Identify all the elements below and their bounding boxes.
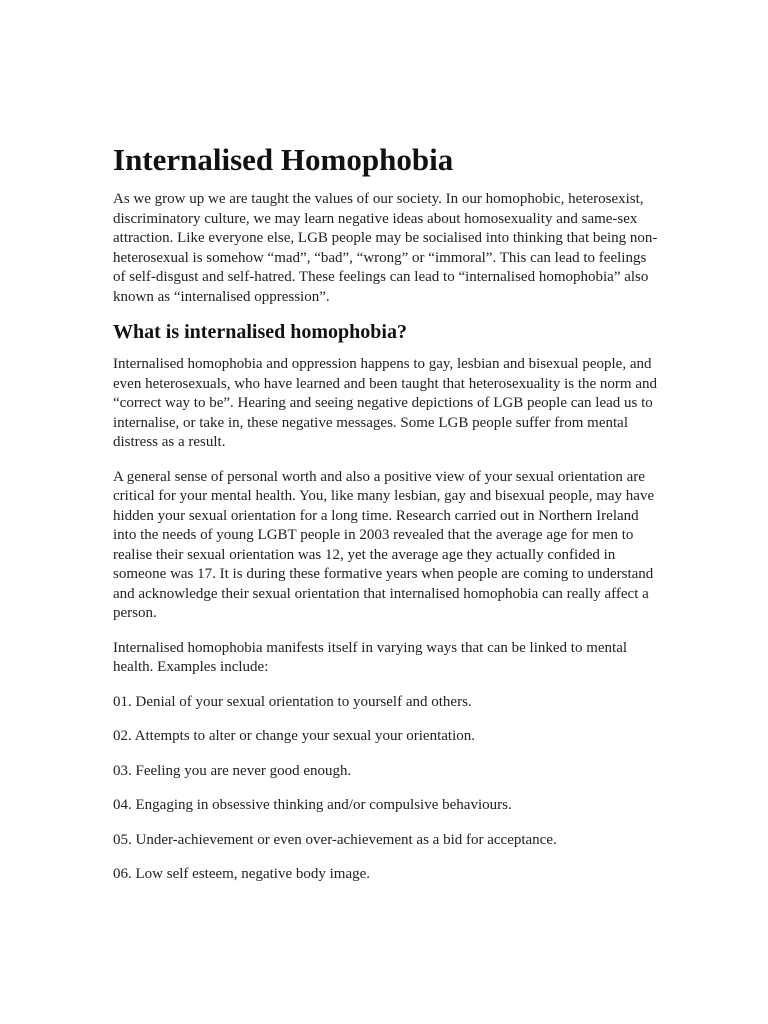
body-paragraph: Internalised homophobia and oppression happens to gay, lesbian and bisexual people, and even heterosexuals, who have learned and been taught that heterosexuality is the norm and “correct way to be”. Hearing and seeing negative depictions of LGB people can lead us to internalise, or take in, these negative messages. Some LGB people suffer from mental distress as a result. bbox=[113, 356, 657, 450]
document-page bbox=[113, 143, 658, 900]
list-item: 06. Low self esteem, negative body image. bbox=[113, 866, 371, 882]
body-paragraph: Internalised homophobia manifests itself in varying ways that can be linked to mental health. Examples include: bbox=[113, 639, 628, 675]
list-item: 04. Engaging in obsessive thinking and/or compulsive behaviours. bbox=[113, 797, 512, 813]
list-item: 05. Under-achievement or even over-achievement as a bid for acceptance. bbox=[113, 831, 557, 848]
list-item: 01. Denial of your sexual orientation to yourself and others. bbox=[113, 693, 472, 710]
page-title: Internalised Homophobia bbox=[113, 142, 454, 177]
body-paragraph: A general sense of personal worth and also a positive view of your sexual orientation are critical for your mental health. You, like many lesbian, gay and bisexual people, may have hidden your sexual orientation for a long time. Research carried out in Northern Ireland into the needs of young LGBT people in 2003 revealed that the average age for men to realise their sexual orientation was 12, yet the average age they actually confided in someone was 17. It is during these formative years when people are coming to understand and acknowledge their sexual orientation that internalised homophobia can really affect a person. bbox=[113, 468, 655, 621]
examples-list bbox=[113, 693, 658, 885]
section-heading: What is internalised homophobia? bbox=[113, 321, 407, 343]
list-item: 02. Attempts to alter or change your sexual your orientation. bbox=[113, 728, 475, 744]
intro-paragraph: As we grow up we are taught the values of our society. In our homophobic, heterosexist, discriminatory culture, we may learn negative ideas about homosexuality and same-sex attraction. Like everyone else, LGB people may be socialised into thinking that being non-heterosexual is somehow “mad”, “bad”, “wrong” or “immoral”. This can lead to feelings of self-disgust and self-hatred. These feelings can lead to “internalised homophobia” also known as “internalised oppression”. bbox=[113, 191, 658, 305]
list-item: 03. Feeling you are never good enough. bbox=[113, 762, 352, 779]
